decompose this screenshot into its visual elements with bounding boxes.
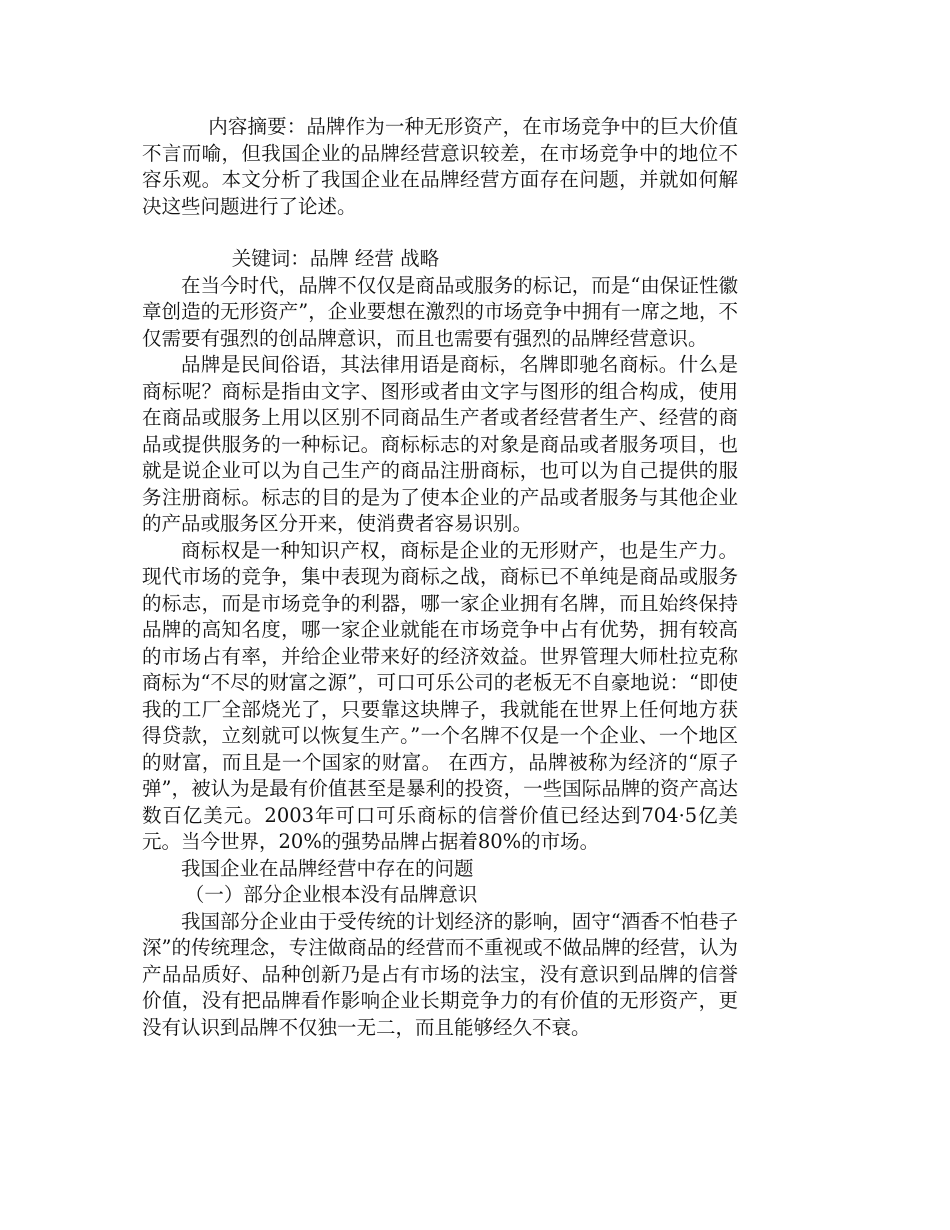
keywords-line: 关键词：品牌 经营 战略: [231, 247, 440, 270]
body-paragraph-1: 在当今时代，品牌不仅仅是商品或服务的标记，而是“由保证性徽章创造的无形资产”，企业要想在激烈的市场竞争中拥有一席之地，不仅需要有强烈的创品牌意识，而且也需要有强烈的品牌经营意识。: [142, 273, 738, 350]
subsection-heading: （一）部分企业根本没有品牌意识: [184, 883, 478, 906]
document-body: [142, 114, 738, 1041]
body-paragraph-4: 我国部分企业由于受传统的计划经济的影响，固守“酒香不怕巷子深”的传统理念，专注做商品的经营而不重视或不做品牌的经营，认为产品品质好、品种创新乃是占有市场的法宝，没有意识到品牌的信誉价值，没有把品牌看作影响企业长期竞争力的有价值的无形资产，更没有认识到品牌不仅独一无二，而且能够经久不衰。: [142, 909, 738, 1039]
abstract-paragraph: 内容摘要：品牌作为一种无形资产，在市场竞争中的巨大价值不言而喻，但我国企业的品牌经营意识较差，在市场竞争中的地位不容乐观。本文分析了我国企业在品牌经营方面存在问题，并就如何解决这些问题进行了论述。: [142, 115, 738, 218]
body-paragraph-3: 商标权是一种知识产权，商标是企业的无形财产，也是生产力。现代市场的竞争，集中表现为商标之战，商标已不单纯是商品或服务的标志，而是市场竞争的利器，哪一家企业拥有名牌，而且始终保持品牌的高知名度，哪一家企业就能在市场竞争中占有优势，拥有较高的市场占有率，并给企业带来好的经济效益。世界管理大师杜拉克称商标为“不尽的财富之源”，可口可乐公司的老板无不自豪地说：“即使我的工厂全部烧光了，只要靠这块牌子，我就能在世界上任何地方获得贷款，立刻就可以恢复生产。”一个名牌不仅是一个企业、一个地区的财富，而且是一个国家的财富。 在西方，品牌被称为经济的“原子弹”，被认为是最有价值甚至是暴利的投资，一些国际品牌的资产高达数百亿美元。2003年可口可乐商标的信誉价值已经达到704·5亿美元。当今世界，20%的强势品牌占据着80%的市场。: [142, 538, 738, 853]
section-heading: 我国企业在品牌经营中存在的问题: [181, 856, 474, 880]
body-paragraph-2: 品牌是民间俗语，其法律用语是商标，名牌即驰名商标。什么是商标呢？商标是指由文字、图形或者由文字与图形的组合构成，使用在商品或服务上用以区别不同商品生产者或者经营者生产、经营的商品或提供服务的一种标记。商标标志的对象是商品或者服务项目，也就是说企业可以为自己生产的商品注册商标，也可以为自己提供的服务注册商标。标志的目的是为了使本企业的产品或者服务与其他企业的产品或服务区分开来，使消费者容易识别。: [142, 353, 738, 535]
